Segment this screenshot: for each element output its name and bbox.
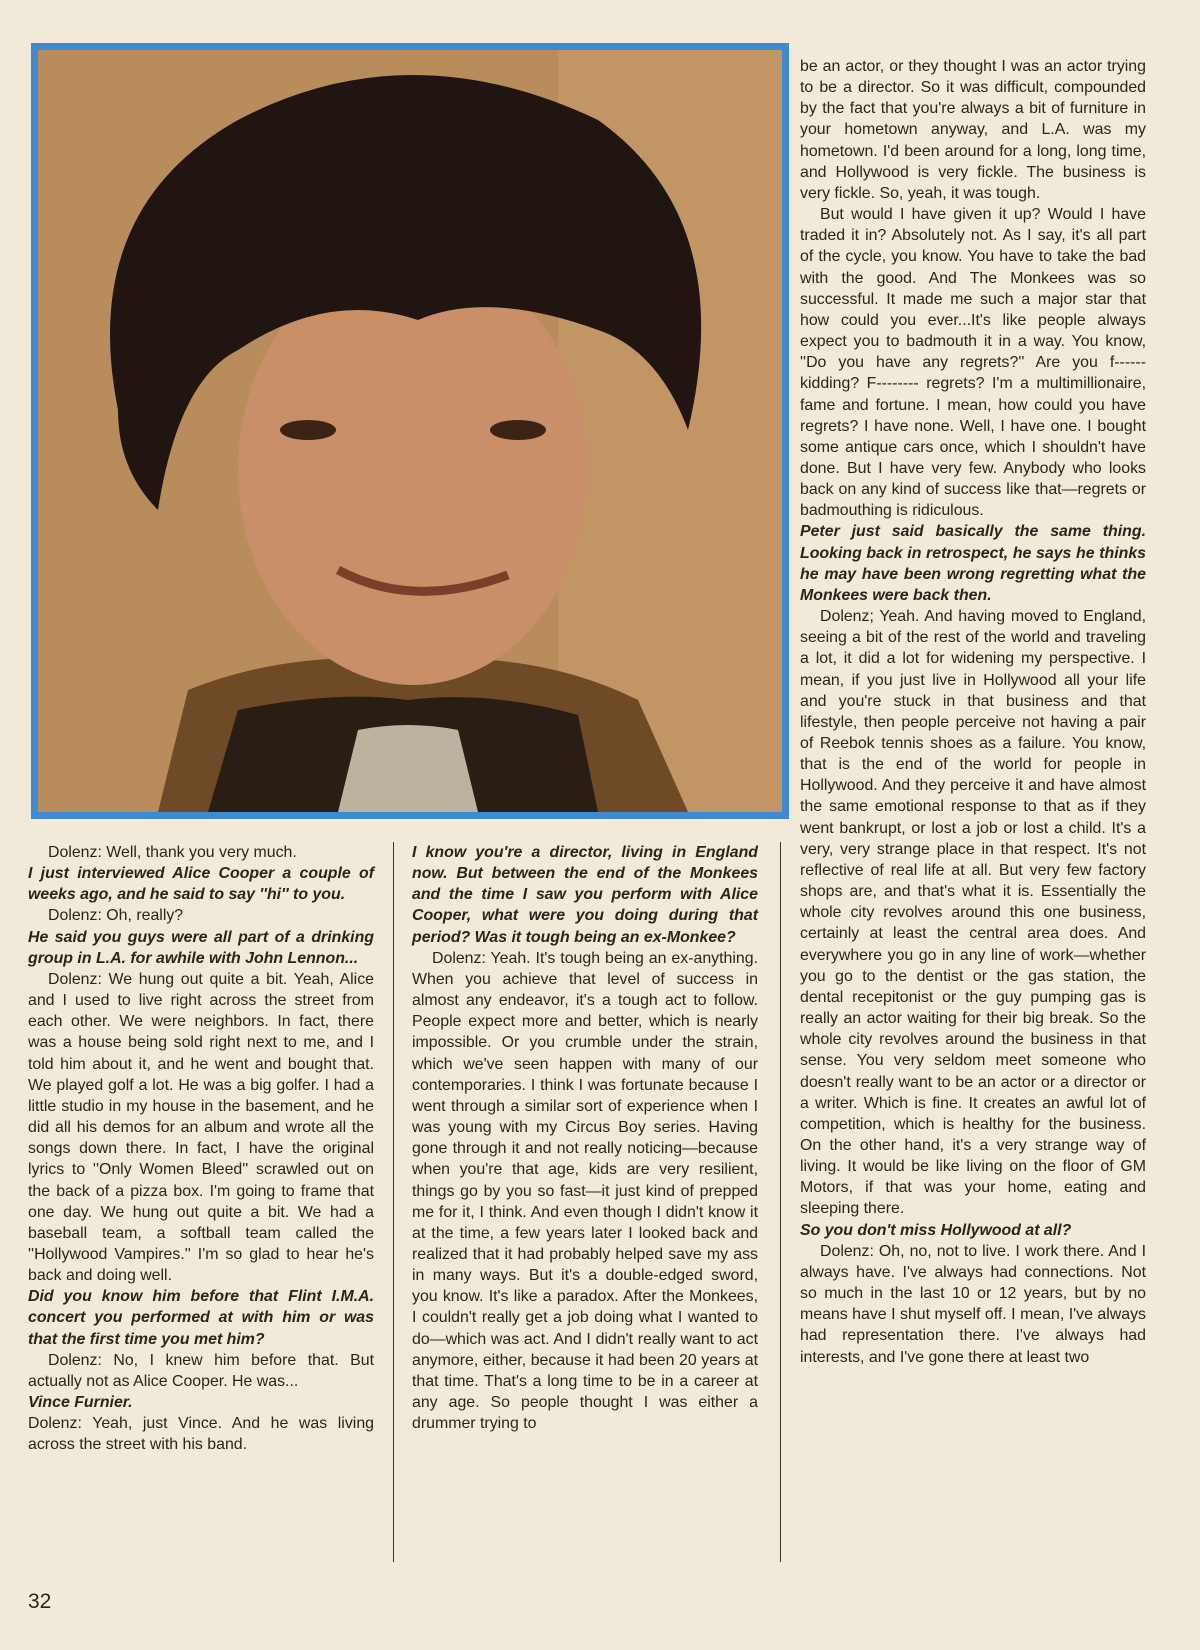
photo-frame bbox=[31, 43, 789, 819]
question-paragraph: He said you guys were all part of a drinking group in L.A. for awhile with John Lennon... bbox=[28, 928, 374, 967]
answer-paragraph: Dolenz: We hung out quite a bit. Yeah, Alice and I used to live right across the street from each other. We were neighbors. In fact, there was a house being sold right next to me, and I told him about it, and he went and bought that. We played golf a lot. He was a big golfer. I had a little studio in my house in the basement, and he did all his demos for an album and wrote all the songs down there. In fact, I have the original lyrics to ''Only Women Bleed'' scrawled out on the back of a pizza box. I'm going to frame that one day. We hung out quite a bit. We had a baseball team, a softball team called the ''Hollywood Vampires.'' I'm so glad to hear he's back and doing well. bbox=[28, 970, 374, 1285]
question-paragraph: I know you're a director, living in England now. But between the end of the Monkees and the time I saw you perform with Alice Cooper, what were you doing during that period? Was it tough being an ex-Monkee? bbox=[412, 844, 758, 946]
question-paragraph: So you don't miss Hollywood at all? bbox=[800, 1221, 1072, 1239]
answer-paragraph: Dolenz: Yeah. It's tough being an ex-anything. When you achieve that level of success in almost any endeavor, it's a tough act to follow. People expect more and better, which is nearly impossible. Or you crumble under the strain, which we've seen happen with many of our contemporaries. I think I was fortunate because I went through a similar sort of experience when I was young with my Circus Boy series. Having gone through it and not really noticing—because when you're that age, kids are very resilient, things go by you so fast—it just kind of prepped me for it, I think. And even though I didn't know it at the time, a few years later I looked back and realized that it had probably helped save my ass in many ways. But it's a double-edged sword, you know. It's like a paradox. After the Monkees, I couldn't really get a job doing what I wanted to do—which was act. And I didn't really want to act anymore, either, because it had been 20 years at that time. That's a long time to be in a career at any age. So people thought I was either a drummer trying to bbox=[412, 949, 758, 1433]
question-paragraph: Peter just said basically the same thing. Looking back in retrospect, he says he thinks he may have been wrong regretting what the Monkees were back then. bbox=[800, 523, 1146, 604]
column-divider bbox=[780, 842, 781, 1562]
answer-paragraph: But would I have given it up? Would I have traded it in? Absolutely not. As I say, it's all part of the cycle, you know. You have to take the bad with the good. And The Monkees was so successful. It made me such a major star that how could you ever...It's like people always expect you to badmouth it in a way. You know, ''Do you have any regrets?'' Are you f------ kidding? F-------- regrets? I'm a multimillionaire, fame and fortune. I mean, how could you have regrets? I have none. Well, I have one. I bought some antique cars once, which I shouldn't have done. But I have very few. Anybody who looks back on any kind of success like that—regrets or badmouthing is ridiculous. bbox=[800, 206, 1146, 520]
article-column-3 bbox=[800, 56, 1146, 1368]
answer-paragraph: Dolenz: Oh, no, not to live. I work there. And I always have. I've always had connections. Not so much in the last 10 or 12 years, but by no means have I shut myself off. I mean, I've always had representation there. I've always had interests, and I've gone there at least two bbox=[800, 1242, 1146, 1366]
question-paragraph: I just interviewed Alice Cooper a couple of weeks ago, and he said to say ''hi'' to you. bbox=[28, 865, 374, 904]
question-paragraph: Did you know him before that Flint I.M.A. concert you performed at with him or was that the first time you met him? bbox=[28, 1288, 374, 1348]
answer-paragraph: Dolenz: Yeah, just Vince. And he was living across the street with his band. bbox=[28, 1415, 374, 1454]
answer-paragraph: be an actor, or they thought I was an actor trying to be a director. So it was difficult, compounded by the fact that you're always a bit of furniture in your hometown anyway, and L.A. was my hometown. I'd been around for a long, long time, and Hollywood is very fickle. The business is very fickle. So, yeah, it was tough. bbox=[800, 58, 1146, 202]
column-divider bbox=[393, 842, 394, 1562]
article-column-2 bbox=[412, 842, 758, 1434]
article-column-1 bbox=[28, 842, 374, 1456]
portrait-photo-icon bbox=[38, 50, 782, 812]
question-paragraph: Vince Furnier. bbox=[28, 1394, 133, 1412]
answer-paragraph: Dolenz: No, I knew him before that. But actually not as Alice Cooper. He was... bbox=[28, 1351, 374, 1390]
answer-paragraph: Dolenz: Oh, really? bbox=[48, 907, 184, 925]
portrait-photo bbox=[38, 50, 782, 812]
answer-paragraph: Dolenz: Well, thank you very much. bbox=[48, 844, 297, 861]
answer-paragraph: Dolenz; Yeah. And having moved to England, seeing a bit of the rest of the world and traveling a lot, it did a lot for widening my perspective. I mean, if you just live in Hollywood all your life and you're stuck in that business and that lifestyle, then people perceive not having a pair of Reebok tennis shoes as a failure. You know, that is the end of the world for people in Hollywood. And they perceive it and have almost the same emotional response to that as if they went bankrupt, or lost a job or lost a child. It's a very, very strange place in that respect. It's not reflective of real life at all. But very few factory shops are, and that's what it is. Essentially the whole city revolves around this one business, certainly at least the central area does. And everywhere you go in any line of work—whether you go to the dentist or the gas station, the dental recepitonist or the guy pumping gas is really an actor waiting for their big break. So the whole city revolves around the business in that sense. You very seldom meet someone who doesn't really want to be an actor or a director or a writer. Which is fine. It creates an awful lot of competition, which is healthy for the business. On the other hand, it's a very strange way of living. It would be like living on the floor of GM Motors, if that was your home, eating and sleeping there. bbox=[800, 608, 1146, 1218]
page-number: 32 bbox=[28, 1590, 52, 1613]
